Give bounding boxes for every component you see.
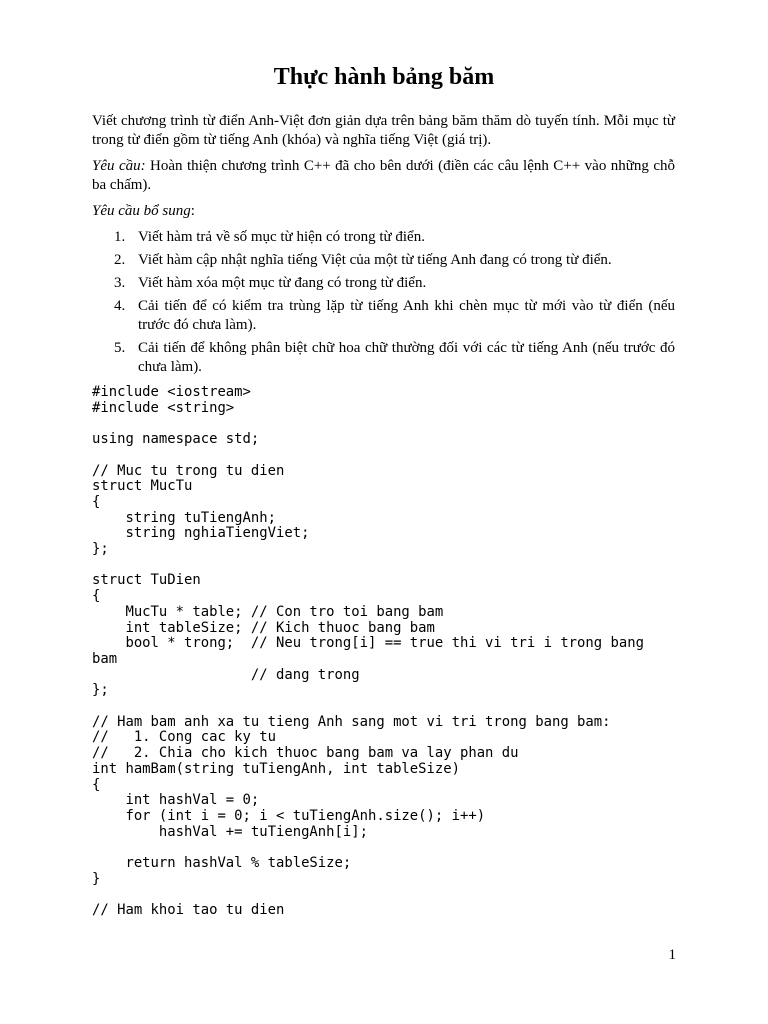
list-item-number: 2. [114, 252, 126, 268]
list-item-number: 5. [114, 340, 126, 356]
list-item [92, 339, 675, 377]
document-title: Thực hành bảng băm [273, 64, 495, 90]
document-body [92, 112, 675, 381]
page-number: 1 [668, 947, 676, 963]
list-item [92, 297, 675, 335]
intro-paragraph: Viết chương trình từ điển Anh-Việt đơn giản dựa trên bảng băm thăm dò tuyến tính. Mỗi mục từ trong từ điển gồm từ tiếng Anh (khóa) và nghĩa tiếng Việt (giá trị). [92, 113, 675, 148]
list-item [92, 274, 675, 293]
list-item-text: Viết hàm xóa một mục từ đang có trong từ điển. [138, 275, 427, 291]
list-item-number: 1. [114, 229, 126, 245]
list-item-text: Viết hàm trả về số mục từ hiện có trong từ điển. [138, 229, 425, 245]
list-item [92, 228, 675, 247]
list-item [92, 251, 675, 270]
requirement-label: Yêu cầu: [92, 158, 146, 174]
extra-requirement-heading [92, 202, 675, 221]
extra-requirement-label: Yêu cầu bổ sung [92, 203, 191, 219]
requirement-paragraph [92, 157, 675, 195]
extra-requirement-list [92, 228, 675, 377]
list-item-number: 4. [114, 298, 126, 314]
list-item-number: 3. [114, 275, 126, 291]
list-item-text: Cải tiến để có kiểm tra trùng lặp từ tiếng Anh khi chèn mục từ mới vào từ điển (nếu trước đó chưa làm). [138, 298, 675, 333]
code-listing: #include <iostream> #include <string> using namespace std; // Muc tu trong tu dien struct MucTu { string tuTiengAnh; string nghiaTiengViet; }; struct TuDien { MucTu * table; // Con tro toi bang bam int tableSize; // Kich thuoc bang bam bool * trong; // Neu trong[i] == true thi vi tri i trong bang bam // dang trong }; // Ham bam anh xa tu tieng Anh sang mot vi tri trong bang bam: // 1. Cong cac ky tu // 2. Chia cho kich thuoc bang bam va lay phan du int hamBam(string tuTiengAnh, int tableSize) { int hashVal = 0; for (int i = 0; i < tuTiengAnh.size(); i++) hashVal += tuTiengAnh[i]; return hashVal % tableSize; } // Ham khoi tao tu dien [92, 384, 644, 919]
requirement-text: Hoàn thiện chương trình C++ đã cho bên dưới (điền các câu lệnh C++ vào những chỗ ba chấm). [92, 158, 675, 193]
list-item-text: Cải tiến để không phân biệt chữ hoa chữ thường đối với các từ tiếng Anh (nếu trước đó chưa làm). [138, 340, 675, 375]
extra-requirement-colon: : [190, 203, 195, 219]
list-item-text: Viết hàm cập nhật nghĩa tiếng Việt của một từ tiếng Anh đang có trong từ điển. [138, 252, 612, 268]
